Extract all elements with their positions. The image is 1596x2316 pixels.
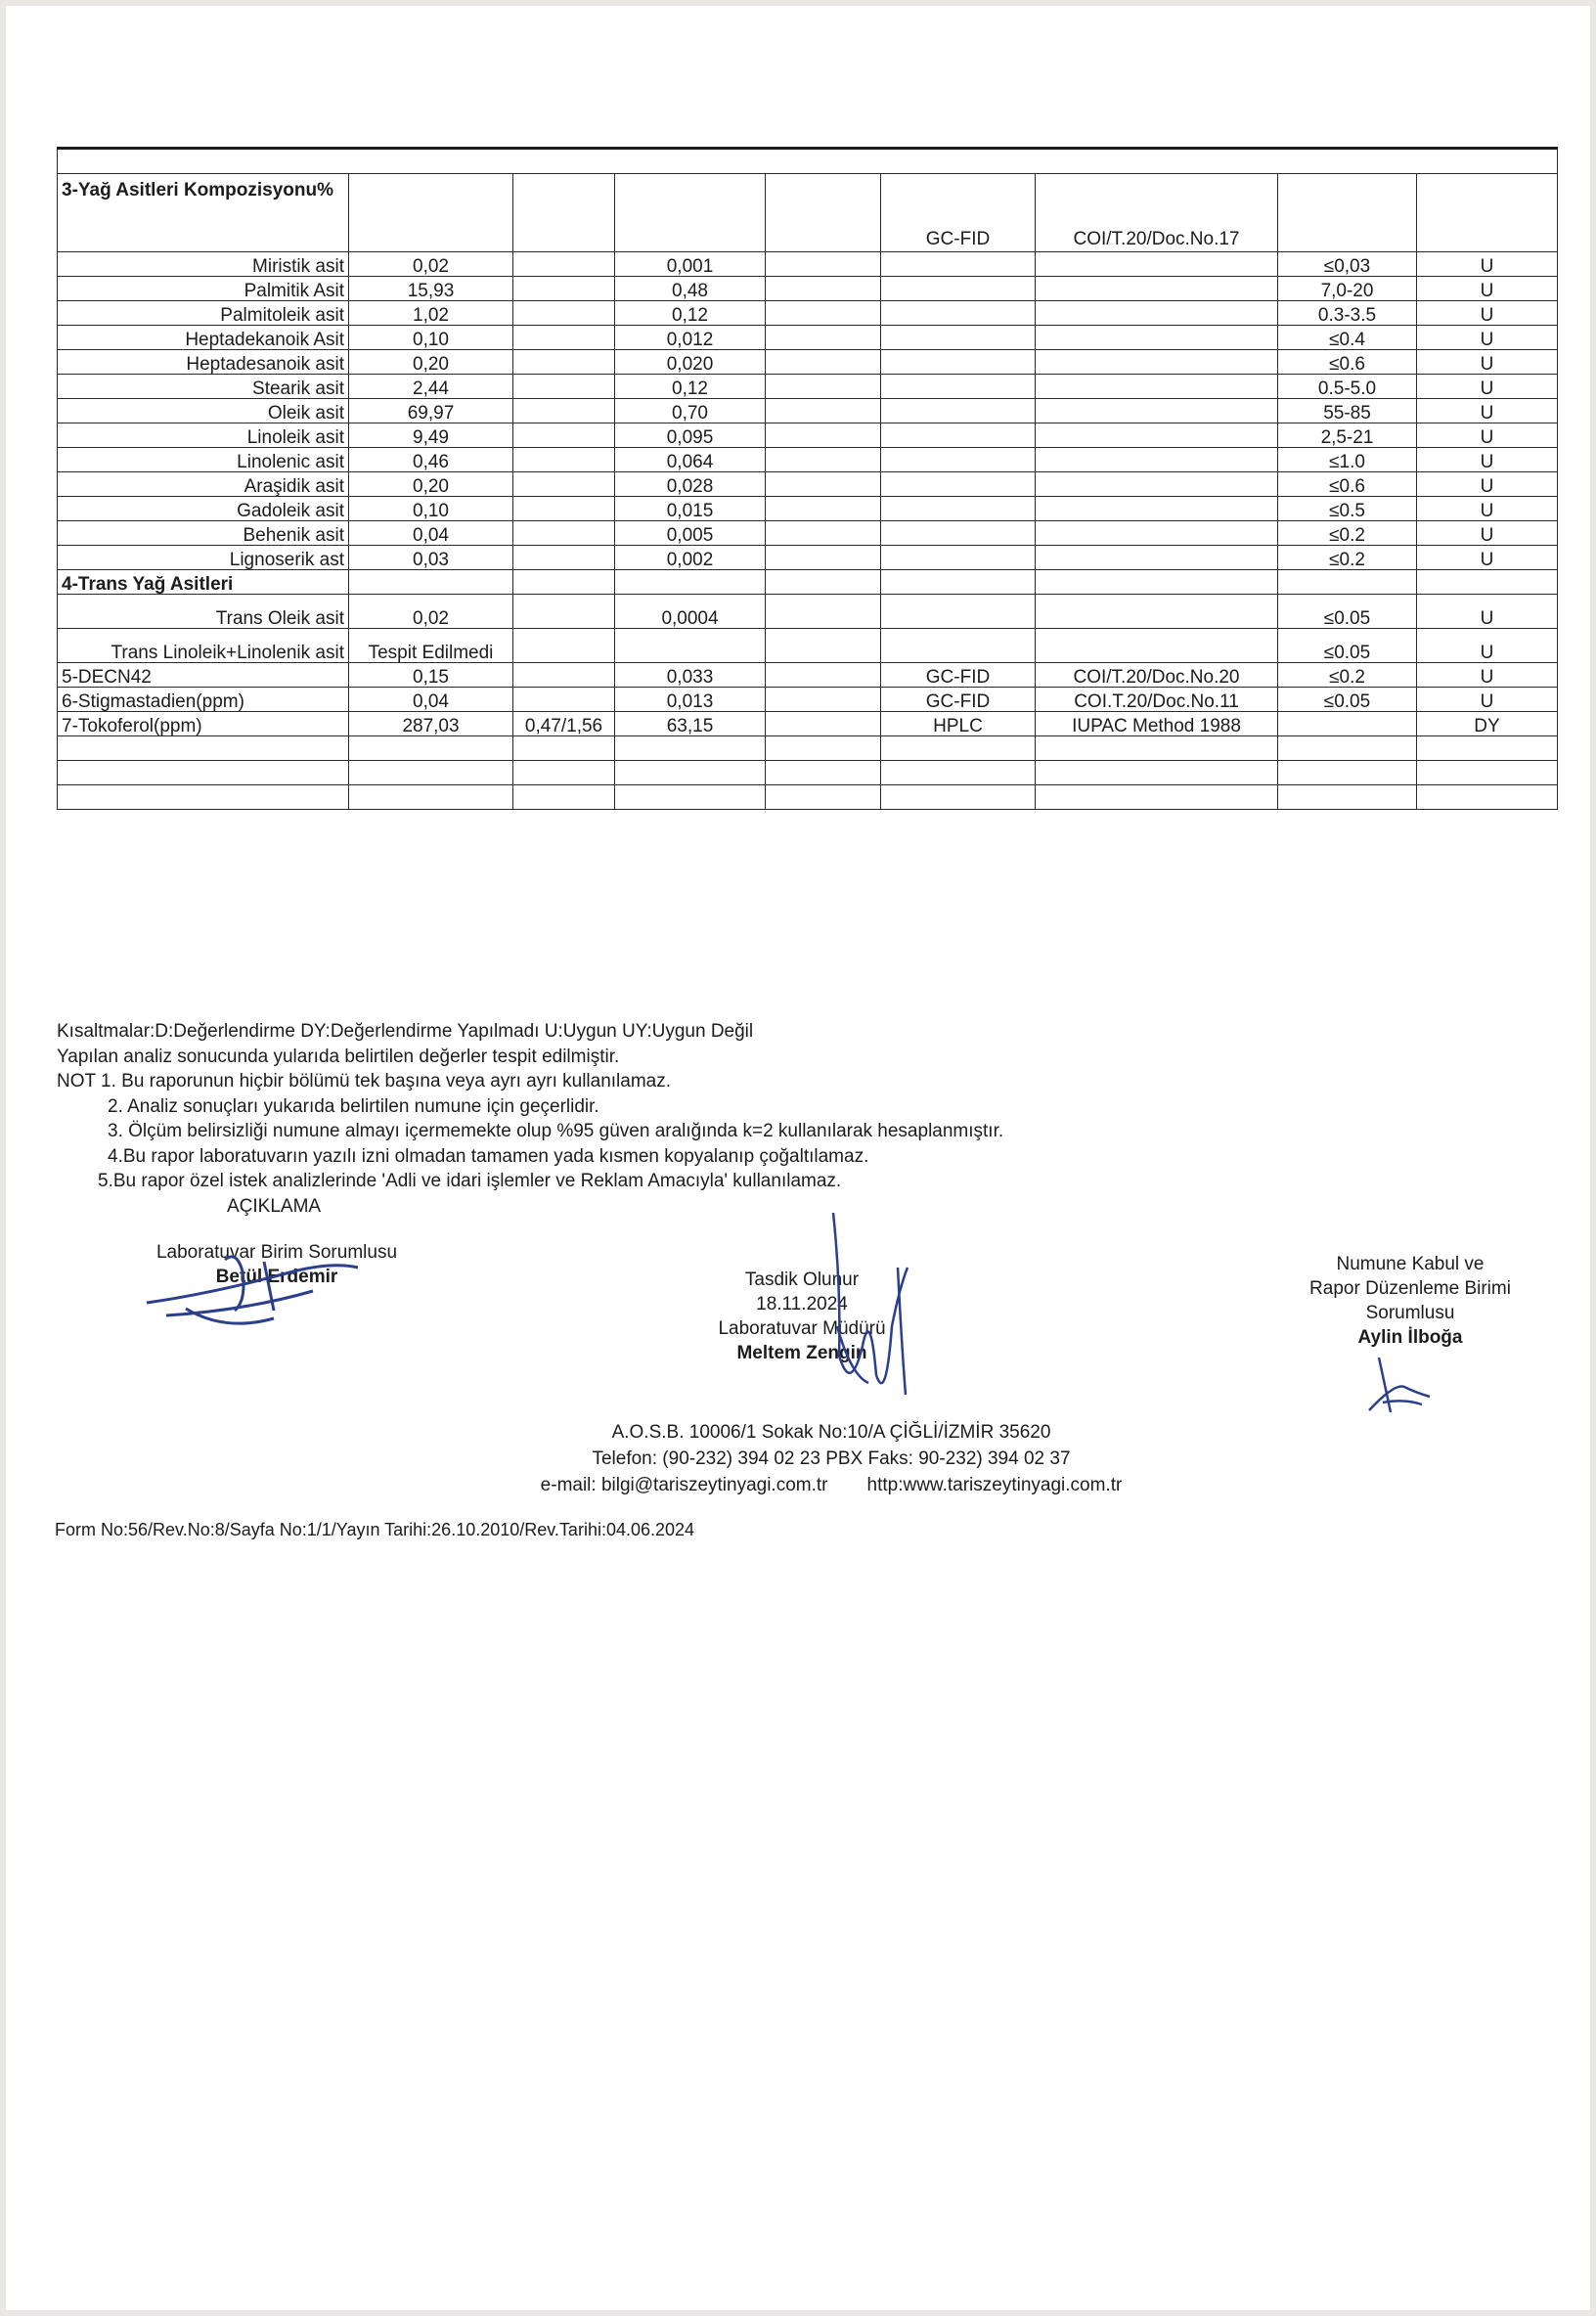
analyte-name: Oleik asit [58,399,349,423]
uncertainty-value: 0,013 [615,688,766,712]
analyte-name: Heptadesanoik asit [58,350,349,375]
standard-value: COI/T.20/Doc.No.20 [1036,663,1278,688]
evaluation-value: U [1417,350,1558,375]
empty-cell [766,399,881,423]
repeatability-value [513,688,615,712]
uncertainty-value: 0,064 [615,448,766,472]
limit-value: 0.5-5.0 [1278,375,1417,399]
empty-cell [766,326,881,350]
analyte-name: Araşidik asit [58,472,349,497]
repeatability-value [513,663,615,688]
table-row [58,448,1558,472]
limit-value: ≤0.2 [1278,546,1417,570]
result-value: 0,04 [349,688,513,712]
form-info: Form No:56/Rev.No:8/Sayfa No:1/1/Yayın Tarihi:26.10.2010/Rev.Tarihi:04.06.2024 [55,1520,695,1539]
email-text: e-mail: bilgi@tariszeytinyagi.com.tr [540,1475,828,1495]
table-row [58,399,1558,423]
evaluation-value: U [1417,375,1558,399]
evaluation-value: U [1417,399,1558,423]
method-value [881,350,1036,375]
evaluation-value: U [1417,301,1558,326]
website-text: http:www.tariszeytinyagi.com.tr [866,1475,1123,1495]
table-row [58,301,1558,326]
table-row [58,521,1558,546]
evaluation-value: U [1417,629,1558,663]
limit-value: 7,0-20 [1278,277,1417,301]
evaluation-value: U [1417,546,1558,570]
result-value: Tespit Edilmedi [349,629,513,663]
table-row [58,423,1558,448]
evaluation-value: U [1417,326,1558,350]
result-value: 0,02 [349,252,513,277]
evaluation-value: U [1417,472,1558,497]
repeatability-value [513,277,615,301]
method-value [881,595,1036,629]
group-3-method: GC-FID [881,174,1036,252]
limit-value: ≤0.05 [1278,629,1417,663]
lab-manager-signature-scribble [812,1209,919,1404]
result-value: 0,46 [349,448,513,472]
analyte-name: 7-Tokoferol(ppm) [58,712,349,736]
repeatability-value [513,301,615,326]
method-value [881,326,1036,350]
sample-acceptance-signature-scribble [1365,1354,1443,1422]
analyte-name: Gadoleik asit [58,497,349,521]
sample-acceptance-role-3: Sorumlusu [1365,1303,1455,1323]
limit-value: ≤0.5 [1278,497,1417,521]
result-value: 69,97 [349,399,513,423]
result-value: 0,20 [349,472,513,497]
other-analysis-rows [58,663,1558,736]
sample-acceptance-name: Aylin İlboğa [1357,1327,1463,1348]
standard-value: COI.T.20/Doc.No.11 [1036,688,1278,712]
result-value: 9,49 [349,423,513,448]
method-value: GC-FID [881,663,1036,688]
repeatability-value [513,546,615,570]
standard-value [1036,326,1278,350]
uncertainty-value: 0,70 [615,399,766,423]
method-value [881,375,1036,399]
evaluation-value: U [1417,521,1558,546]
result-value: 287,03 [349,712,513,736]
note-5: 5.Bu rapor özel istek analizlerinde 'Adli ve idari işlemler ve Reklam Amacıyla' kullanılamaz. [98,1171,842,1191]
empty-cell [766,521,881,546]
repeatability-value [513,423,615,448]
evaluation-value: U [1417,663,1558,688]
analyte-name: Heptadekanoik Asit [58,326,349,350]
result-value: 0,04 [349,521,513,546]
repeatability-value [513,375,615,399]
standard-value [1036,472,1278,497]
standard-value [1036,252,1278,277]
limit-value: ≤0.05 [1278,688,1417,712]
note-1: NOT 1. Bu raporunun hiçbir bölümü tek başına veya ayrı ayrı kullanılamaz. [57,1071,672,1091]
repeatability-value [513,595,615,629]
empty-cell [766,497,881,521]
result-value: 0,10 [349,497,513,521]
limit-value: ≤0.2 [1278,663,1417,688]
lab-manager-role: Laboratuvar Müdürü [718,1318,886,1339]
limit-value: ≤0.05 [1278,595,1417,629]
evaluation-value: U [1417,423,1558,448]
method-value [881,448,1036,472]
uncertainty-value: 0,12 [615,301,766,326]
empty-cell [766,375,881,399]
standard-value [1036,301,1278,326]
standard-value [1036,595,1278,629]
empty-cell [766,688,881,712]
aciklama-heading: AÇIKLAMA [227,1195,322,1217]
notes-section [57,1019,1230,1219]
analyte-name: Linoleik asit [58,423,349,448]
method-value [881,277,1036,301]
evaluation-value: U [1417,252,1558,277]
analyte-name: Palmitik Asit [58,277,349,301]
group-4-title: 4-Trans Yağ Asitleri [58,570,349,595]
repeatability-value: 0,47/1,56 [513,712,615,736]
empty-cell [766,472,881,497]
uncertainty-value: 0,48 [615,277,766,301]
uncertainty-value [615,629,766,663]
lab-unit-name: Betül Erdemir [215,1267,338,1287]
evaluation-value: DY [1417,712,1558,736]
contact-line [430,1472,1232,1498]
result-value: 1,02 [349,301,513,326]
standard-value [1036,350,1278,375]
sample-acceptance-role-1: Numune Kabul ve [1336,1254,1485,1274]
repeatability-value [513,472,615,497]
standard-value [1036,546,1278,570]
repeatability-value [513,252,615,277]
sample-acceptance-signature-block [1283,1252,1537,1350]
method-value [881,301,1036,326]
standard-value [1036,423,1278,448]
method-value: GC-FID [881,688,1036,712]
empty-cell [766,423,881,448]
limit-value: ≤0.6 [1278,472,1417,497]
standard-value [1036,521,1278,546]
standard-value [1036,277,1278,301]
uncertainty-value: 0,012 [615,326,766,350]
group-4-header-row [58,570,1558,595]
empty-cell [766,277,881,301]
result-value: 0,02 [349,595,513,629]
empty-row [58,785,1558,810]
standard-value [1036,629,1278,663]
table-row [58,350,1558,375]
empty-cell [766,595,881,629]
limit-value: 2,5-21 [1278,423,1417,448]
empty-cell [766,546,881,570]
method-value [881,497,1036,521]
approval-date: 18.11.2024 [756,1294,848,1314]
analyte-name: Miristik asit [58,252,349,277]
repeatability-value [513,497,615,521]
standard-value [1036,497,1278,521]
limit-value: ≤0.4 [1278,326,1417,350]
uncertainty-value: 63,15 [615,712,766,736]
method-value [881,546,1036,570]
repeatability-value [513,350,615,375]
uncertainty-value: 0,015 [615,497,766,521]
group-3-standard: COI/T.20/Doc.No.17 [1036,174,1278,252]
repeatability-value [513,629,615,663]
table-row [58,663,1558,688]
table-row [58,546,1558,570]
method-value: HPLC [881,712,1036,736]
table-row [58,472,1558,497]
notes-intro: Yapılan analiz sonucunda yularıda belirtilen değerler tespit edilmiştir. [57,1046,620,1067]
table-row [58,326,1558,350]
group-3-header-row [58,174,1558,252]
analyte-name: Lignoserik ast [58,546,349,570]
limit-value: 55-85 [1278,399,1417,423]
table-row [58,277,1558,301]
table-row [58,688,1558,712]
result-value: 15,93 [349,277,513,301]
limit-value: ≤1.0 [1278,448,1417,472]
uncertainty-value: 0,005 [615,521,766,546]
approval-text: Tasdik Olunur [744,1269,860,1290]
empty-cell [766,252,881,277]
table-row [58,497,1558,521]
empty-cell [766,301,881,326]
repeatability-value [513,399,615,423]
note-2: 2. Analiz sonuçları yukarıda belirtilen numune için geçerlidir. [108,1095,599,1117]
group-3-rows [58,252,1558,570]
analyte-name: Behenik asit [58,521,349,546]
empty-cell [766,663,881,688]
repeatability-value [513,521,615,546]
table-row [58,629,1558,663]
uncertainty-value: 0,0004 [615,595,766,629]
method-value [881,423,1036,448]
standard-value: IUPAC Method 1988 [1036,712,1278,736]
empty-cell [766,448,881,472]
standard-value [1036,448,1278,472]
table-row [58,375,1558,399]
result-value: 2,44 [349,375,513,399]
table-row [58,595,1558,629]
analyte-name: 5-DECN42 [58,663,349,688]
table-top-band [58,149,1558,174]
method-value [881,399,1036,423]
evaluation-value: U [1417,277,1558,301]
evaluation-value: U [1417,497,1558,521]
evaluation-value: U [1417,448,1558,472]
analyte-name: Trans Linoleik+Linolenik asit [58,629,349,663]
group-4-rows [58,595,1558,663]
lab-unit-signature-scribble [127,1242,381,1330]
phone-line: Telefon: (90-232) 394 02 23 PBX Faks: 90-232) 394 02 37 [592,1448,1071,1469]
empty-cell [766,350,881,375]
repeatability-value [513,326,615,350]
uncertainty-value: 0,033 [615,663,766,688]
address-line: A.O.S.B. 10006/1 Sokak No:10/A ÇİĞLİ/İZMİR 35620 [611,1422,1051,1443]
uncertainty-value: 0,001 [615,252,766,277]
method-value [881,472,1036,497]
analyte-name: Linolenic asit [58,448,349,472]
uncertainty-value: 0,028 [615,472,766,497]
table-row [58,712,1558,736]
analyte-name: Stearik asit [58,375,349,399]
empty-cell [766,629,881,663]
analyte-name: Trans Oleik asit [58,595,349,629]
limit-value [1278,712,1417,736]
repeatability-value [513,448,615,472]
uncertainty-value: 0,020 [615,350,766,375]
note-3: 3. Ölçüm belirsizliği numune almayı içermemekte olup %95 güven aralığında k=2 kullanılarak hesaplanmıştır. [108,1121,1004,1141]
uncertainty-value: 0,12 [615,375,766,399]
analysis-results-table [57,147,1557,806]
evaluation-value: U [1417,688,1558,712]
method-value [881,521,1036,546]
note-4: 4.Bu rapor laboratuvarın yazılı izni olmadan tamamen yada kısmen kopyalanıp çoğaltılamaz. [108,1145,869,1167]
result-value: 0,03 [349,546,513,570]
evaluation-value: U [1417,595,1558,629]
abbreviations-line: Kısaltmalar:D:Değerlendirme DY:Değerlendirme Yapılmadı U:Uygun UY:Uygun Değil [57,1021,754,1042]
lab-unit-role: Laboratuvar Birim Sorumlusu [155,1242,398,1263]
company-address [430,1419,1232,1498]
empty-row [58,761,1558,785]
standard-value [1036,375,1278,399]
method-value [881,252,1036,277]
result-value: 0,20 [349,350,513,375]
uncertainty-value: 0,095 [615,423,766,448]
standard-value [1036,399,1278,423]
method-value [881,629,1036,663]
sample-acceptance-role-2: Rapor Düzenleme Birimi [1309,1278,1511,1299]
limit-value: 0.3-3.5 [1278,301,1417,326]
analyte-name: 6-Stigmastadien(ppm) [58,688,349,712]
lab-manager-name: Meltem Zengin [736,1343,867,1363]
limit-value: ≤0.2 [1278,521,1417,546]
empty-cell [766,712,881,736]
result-value: 0,15 [349,663,513,688]
empty-row [58,736,1558,761]
analyte-name: Palmitoleik asit [58,301,349,326]
uncertainty-value: 0,002 [615,546,766,570]
limit-value: ≤0.6 [1278,350,1417,375]
result-value: 0,10 [349,326,513,350]
group-3-title: 3-Yağ Asitleri Kompozisyonu% [58,174,349,252]
table-row [58,252,1558,277]
limit-value: ≤0,03 [1278,252,1417,277]
